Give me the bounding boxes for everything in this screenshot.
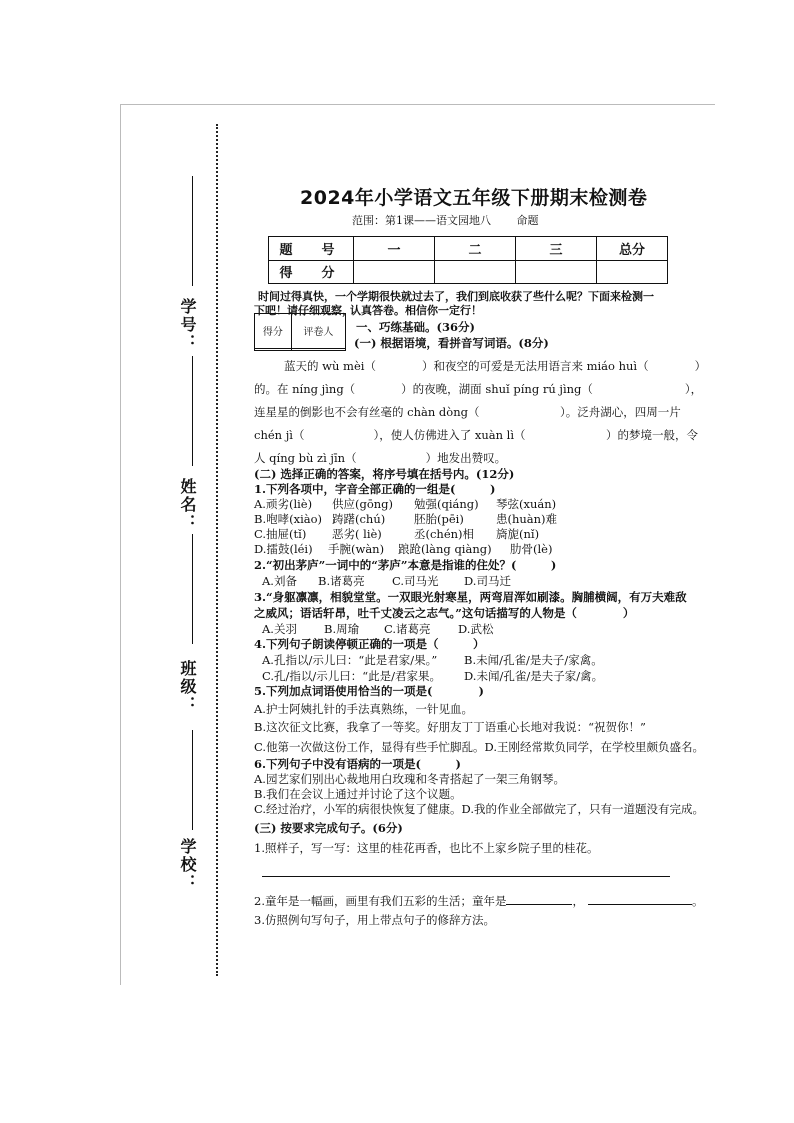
question-1: 1.下列各项中，字音全部正确的一组是( )	[254, 482, 496, 496]
name-label: 姓名：	[178, 478, 197, 532]
score-cell-3[interactable]	[516, 260, 597, 284]
q2-opt-c: C.司马光	[392, 574, 439, 588]
question-2: 2.“初出茅庐”一词中的“茅庐”本意是指谁的住处？( )	[254, 558, 557, 572]
score-cell-2[interactable]	[435, 260, 516, 284]
q1-opt-a3: 勉强(qiáng)	[414, 497, 479, 511]
part1-heading: (一) 根据语境，看拼音写词语。(8分)	[354, 336, 549, 350]
q2-opt-a: A.刘备	[262, 574, 297, 588]
q6-line-3: C.经过治疗，小军的病很快恢复了健康。D.我的作业全部做完了，只有一道题没有完成。	[254, 802, 705, 816]
q1-opt-d3: 踉跄(làng qiàng)	[398, 542, 492, 556]
q1-opt-b3: 胚胎(pēi)	[414, 512, 464, 526]
q1-opt-b2: 踌躇(chú)	[332, 512, 386, 526]
score-cell-1[interactable]	[354, 260, 435, 284]
student-no-label: 学号：	[178, 298, 197, 352]
score-row-label: 得 分	[269, 260, 354, 284]
intro-line-1: 时间过得真快，一个学期很快就过去了，我们到底收获了些什么呢？下面来检测一	[258, 290, 654, 303]
s3-q2-comma: ，	[572, 894, 584, 908]
exam-range: 范围：第1课——语文园地八	[352, 214, 491, 227]
q3-opt-a: A.关羽	[262, 622, 297, 636]
section1-heading: 一、巧练基础。(36分)	[356, 320, 475, 334]
q6-line-1: A.园艺家们别出心裁地用白玫瑰和冬青搭起了一架三角钢琴。	[254, 772, 565, 786]
q4-opt-d: D.未闻/孔雀/是夫子家/禽。	[464, 669, 604, 683]
q1-opt-c1: C.抽屉(tǐ)	[254, 527, 307, 541]
q1-opt-a2: 供应(gōng)	[332, 497, 394, 511]
class-line	[192, 534, 193, 644]
q4-opt-b: B.未闻/孔雀/是夫子/家禽。	[464, 653, 603, 667]
q5-line-2: B.这次征文比赛，我拿了一等奖。好朋友丁丁语重心长地对我说：“祝贺你！”	[254, 720, 646, 734]
q5-line-1: A.护士阿姨扎针的手法真熟练，一针见血。	[254, 702, 473, 716]
q3-opt-c: C.诸葛亮	[384, 622, 431, 636]
score-header-total: 总分	[597, 237, 668, 261]
student-no-line	[192, 176, 193, 286]
q4-opt-c: C.孔/指以/示儿曰：“此是/君家果。	[262, 669, 442, 683]
question-5: 5.下列加点词语使用恰当的一项是( )	[254, 684, 484, 698]
q4-opt-a: A.孔指以/示儿曰：“此是君家/果。”	[262, 653, 438, 667]
s3-q2-text: 2.童年是一幅画，画里有我们五彩的生活；童年是	[254, 894, 507, 908]
score-header-label: 题 号	[269, 237, 354, 261]
score-header-1: 一	[354, 237, 435, 261]
q3-opt-b: B.周瑜	[324, 622, 360, 636]
q1-opt-d2: 手腕(wàn)	[328, 542, 385, 556]
q1-opt-d4: 肋骨(lè)	[510, 542, 553, 556]
exam-author: 命题	[516, 214, 539, 227]
score-cell-total[interactable]	[597, 260, 668, 284]
s3-q2-blank-1[interactable]	[506, 894, 572, 905]
binding-dotted-line	[216, 124, 218, 976]
school-line	[192, 730, 193, 830]
grader-name-label: 评卷人	[291, 314, 345, 349]
score-table	[268, 236, 668, 284]
intro-line-2a: 下吧！请仔细观察，	[254, 304, 353, 317]
pinyin-line-2: 的。在 níng jìng（ ）的夜晚，湖面 shuǐ píng rú jìng（ ），	[254, 382, 703, 396]
q1-opt-a4: 琴弦(xuán)	[496, 497, 557, 511]
q5-line-3: C.他第一次做这份工作，显得有些手忙脚乱。D.王刚经常欺负同学，在学校里颇负盛名。	[254, 740, 705, 754]
score-header-3: 三	[516, 237, 597, 261]
q1-opt-c2: 恶劣( liè)	[332, 527, 382, 541]
score-header-2: 二	[435, 237, 516, 261]
s3-question-1: 1.照样子，写一写：这里的桂花再香，也比不上家乡院子里的桂花。	[254, 841, 599, 855]
exam-subtitle	[352, 212, 561, 228]
question-3-cont: 之威风；语话轩昂，吐千丈凌云之志气。”这句话描写的人物是（ ）	[254, 606, 635, 620]
grader-table	[254, 313, 346, 351]
part3-heading: (三) 按要求完成句子。(6分)	[254, 821, 403, 835]
school-label: 学校：	[178, 838, 197, 892]
grader-name-cell[interactable]	[291, 348, 345, 350]
q1-opt-a1: A.顽劣(liè)	[254, 497, 313, 511]
question-4: 4.下列句子朗读停顿正确的一项是（ ）	[254, 637, 485, 651]
q3-opt-d: D.武松	[458, 622, 494, 636]
q2-opt-b: B.诸葛亮	[318, 574, 365, 588]
s3-q1-answer-line[interactable]	[262, 876, 670, 877]
q1-opt-c3: 丞(chén)相	[414, 527, 475, 541]
s3-question-3: 3.仿照例句写句子，用上带点句子的修辞方法。	[254, 913, 495, 927]
s3-q2-blank-2[interactable]	[588, 894, 692, 905]
intro-line-2b: 认真答卷。相信你一定行！	[350, 304, 482, 317]
q6-line-2: B.我们在会议上通过并讨论了这个议题。	[254, 787, 462, 801]
q1-opt-b1: B.咆哮(xiào)	[254, 512, 323, 526]
q2-opt-d: D.司马迁	[464, 574, 511, 588]
q1-opt-b4: 患(huàn)难	[496, 512, 558, 526]
question-3: 3.“身躯凛凛，相貌堂堂。一双眼光射寒星，两弯眉浑如刷漆。胸脯横阔，有万夫难敌	[254, 590, 687, 604]
pinyin-line-4: chén jì（ ），使人仿佛进入了 xuàn lì（ ）的梦境一般，令	[254, 428, 699, 442]
s3-q2-period: 。	[691, 894, 704, 908]
pinyin-line-3: 连星星的倒影也不会有丝毫的 chàn dòng（ ）。泛舟湖心，四周一片	[254, 405, 681, 419]
q1-opt-d1: D.擂鼓(léi)	[254, 542, 313, 556]
part2-heading: (二) 选择正确的答案，将序号填在括号内。(12分)	[254, 467, 515, 481]
grader-score-cell[interactable]	[255, 348, 292, 350]
class-label: 班级：	[178, 660, 197, 714]
exam-title: 2024年小学语文五年级下册期末检测卷	[300, 187, 648, 209]
question-6: 6.下列句子中没有语病的一项是( )	[254, 757, 461, 771]
pinyin-line-5: 人 qíng bù zì jīn（ ）地发出赞叹。	[254, 451, 507, 465]
name-line	[192, 356, 193, 466]
grader-score-label: 得分	[255, 314, 292, 349]
q1-opt-c4: 旖旎(nǐ)	[496, 527, 540, 541]
pinyin-line-1: 蓝天的 wù mèi（ ）和夜空的可爱是无法用语言来 miáo huì（ ）	[284, 359, 707, 373]
s3-question-2	[254, 893, 703, 909]
